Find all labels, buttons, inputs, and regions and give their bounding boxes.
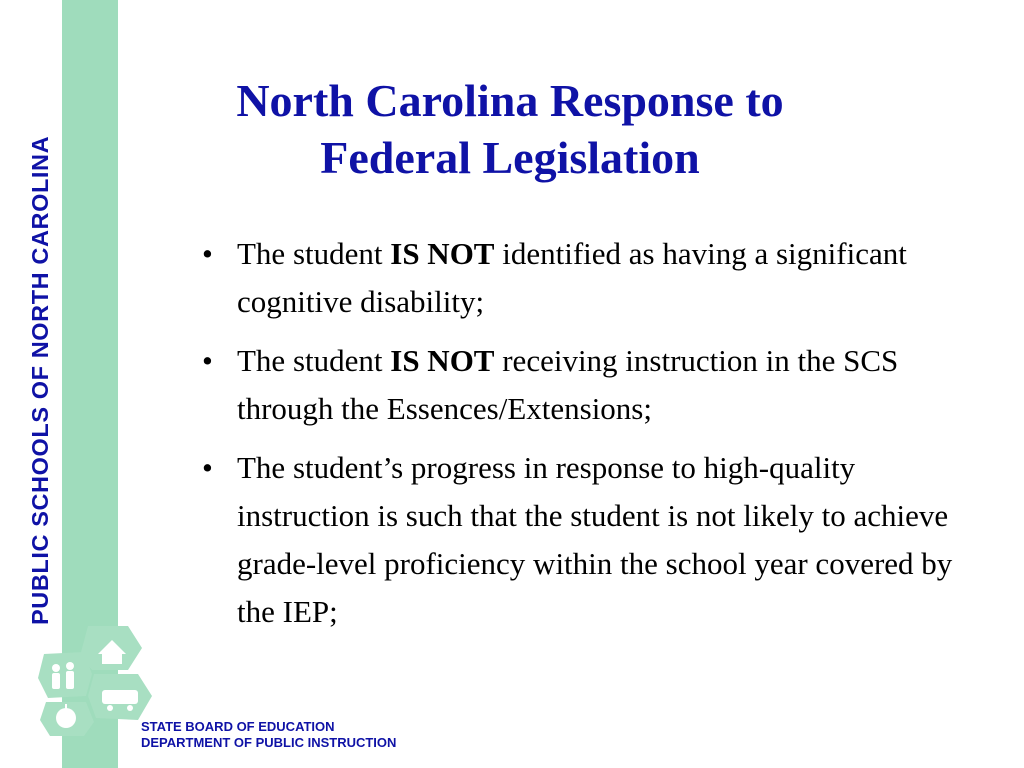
bullet-2-text-end: receiving instruction in the SCS through the Essences/Extensions; <box>237 343 899 426</box>
bullet-glyph: • <box>202 236 213 271</box>
slide-title-line-1: North Carolina Response to <box>236 75 784 126</box>
sidebar-vertical-title: PUBLIC SCHOOLS OF NORTH CAROLINA <box>27 135 53 625</box>
footer <box>141 719 396 751</box>
bullet-glyph: • <box>202 450 213 485</box>
bullet-item-3 <box>200 444 960 636</box>
bullet-2-text-start: The student <box>237 343 391 378</box>
bullet-1-text-end: identified as having a significant cognitive disability; <box>237 236 907 319</box>
slide-title <box>200 72 820 186</box>
bullet-3-text: The student’s progress in response to high-quality instruction is such that the student is not likely to achieve grade-level proficiency within the school year covered by the IEP; <box>237 450 953 629</box>
bullet-1-text-start: The student <box>237 236 391 271</box>
footer-line-1: STATE BOARD OF EDUCATION <box>141 719 335 734</box>
bullet-1-emphasis: IS NOT <box>390 236 495 271</box>
footer-line-2: DEPARTMENT OF PUBLIC INSTRUCTION <box>141 735 397 750</box>
slide-title-line-2: Federal Legislation <box>320 132 700 183</box>
bullet-2-emphasis: IS NOT <box>390 343 495 378</box>
bullet-item-1 <box>200 230 960 326</box>
bullet-list <box>200 230 960 647</box>
bullet-item-2 <box>200 337 960 433</box>
bullet-glyph: • <box>202 343 213 378</box>
